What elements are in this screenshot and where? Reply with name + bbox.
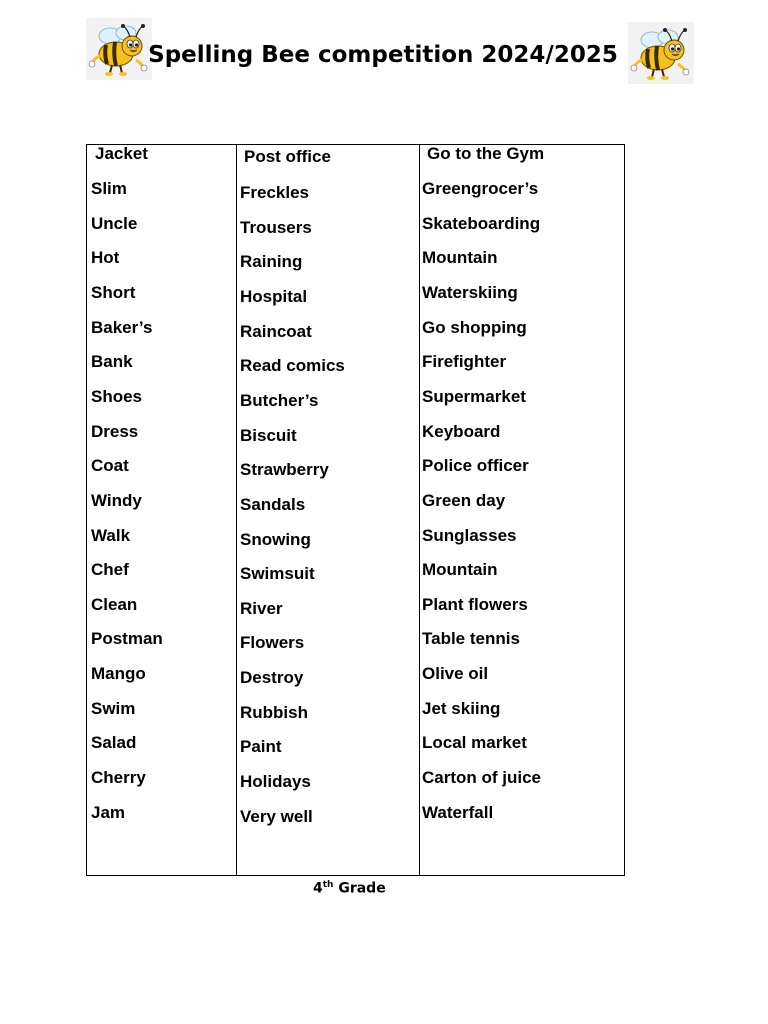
word-table [86, 144, 625, 876]
word-item: Waterskiing [422, 282, 518, 302]
word-item: Read comics [240, 356, 345, 376]
word-item: Postman [91, 629, 163, 649]
word-item: Mango [91, 664, 146, 684]
bee-icon [628, 22, 694, 84]
word-item: Very well [240, 806, 313, 826]
word-item: Sandals [240, 494, 306, 514]
word-item: Baker’s [91, 317, 153, 337]
word-item: Keyboard [422, 421, 501, 441]
word-column [87, 145, 237, 875]
word-item: Hot [91, 248, 120, 268]
word-item: Coat [91, 456, 129, 476]
word-item: Bank [91, 352, 133, 372]
word-item: Mountain [422, 560, 498, 580]
word-item: Biscuit [240, 425, 297, 445]
column-header: Go to the Gym [427, 144, 545, 163]
word-item: Paint [240, 737, 282, 757]
word-item: Strawberry [240, 460, 329, 480]
word-item: Uncle [91, 213, 138, 233]
word-item: Short [91, 282, 136, 302]
word-item: Destroy [240, 668, 304, 688]
word-item: Holidays [240, 772, 311, 792]
word-item: Salad [91, 733, 137, 753]
word-item: Waterfall [422, 802, 494, 822]
column-header: Jacket [95, 144, 148, 163]
word-item: Swim [91, 698, 136, 718]
word-item: Go shopping [422, 317, 527, 337]
word-item: Cherry [91, 768, 146, 788]
word-item: Olive oil [422, 664, 489, 684]
word-item: Firefighter [422, 352, 507, 372]
word-column [236, 145, 420, 875]
word-item: Carton of juice [422, 768, 542, 788]
word-item: Hospital [240, 286, 308, 306]
word-item: Chef [91, 560, 129, 580]
word-item: Skateboarding [422, 213, 541, 233]
word-item: River [240, 598, 283, 618]
word-item: Supermarket [422, 386, 526, 406]
word-item: Dress [91, 421, 139, 441]
word-item: Jet skiing [422, 698, 501, 718]
word-item: Snowing [240, 529, 311, 549]
word-item: Swimsuit [240, 564, 315, 584]
word-item: Rubbish [240, 702, 308, 722]
word-item: Greengrocer’s [422, 179, 539, 198]
word-item: Sunglasses [422, 525, 517, 545]
word-item: Slim [91, 179, 127, 198]
word-item: Mountain [422, 248, 498, 268]
word-item: Windy [91, 490, 142, 510]
column-header: Post office [244, 147, 331, 166]
word-item: Raining [240, 252, 303, 272]
word-item: Butcher’s [240, 390, 319, 410]
word-item: Freckles [240, 183, 309, 202]
word-item: Police officer [422, 456, 529, 476]
word-item: Trousers [240, 217, 312, 237]
word-item: Table tennis [422, 629, 520, 649]
word-item: Green day [422, 490, 506, 510]
grade-label: 4th Grade [313, 880, 386, 897]
word-item: Jam [91, 802, 126, 822]
word-column [419, 145, 626, 875]
word-item: Raincoat [240, 321, 312, 341]
word-item: Plant flowers [422, 594, 528, 614]
page-title: Spelling Bee competition 2024/2025 [148, 42, 618, 68]
word-item: Local market [422, 733, 527, 753]
word-item: Flowers [240, 633, 305, 653]
word-item: Shoes [91, 386, 143, 406]
word-item: Clean [91, 594, 138, 614]
word-item: Walk [91, 525, 131, 545]
